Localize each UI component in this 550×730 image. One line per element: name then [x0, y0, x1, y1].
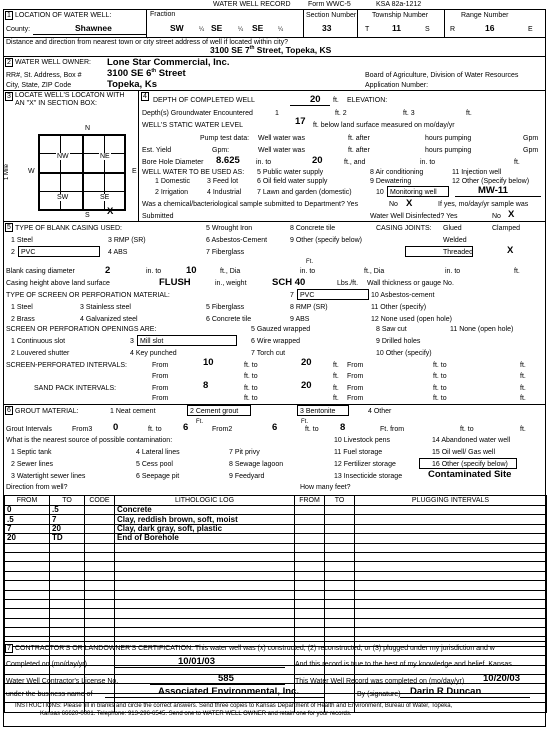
log-to: 20	[50, 524, 85, 533]
township-label: Township Number	[372, 12, 429, 19]
record-completed-date: 10/20/03	[483, 673, 520, 684]
completed-date: 10/01/03	[178, 656, 215, 667]
section-1-number: 1	[5, 11, 13, 20]
static-water-level: 17	[295, 116, 306, 127]
owner-csz: Topeka, Ks	[107, 79, 157, 90]
table-row	[5, 628, 547, 637]
log-from: 20	[5, 534, 50, 543]
bore-depth: 20	[312, 155, 323, 166]
blank-casing-diameter: 2	[105, 265, 111, 276]
range-value: 16	[485, 23, 495, 33]
county-value: Shawnee	[75, 23, 112, 33]
license-number: 585	[218, 673, 234, 684]
township-value: 11	[392, 23, 401, 33]
threaded-x: X	[507, 245, 514, 256]
table-row	[5, 581, 547, 590]
log-code	[85, 534, 115, 543]
sand-from: 8	[203, 380, 209, 391]
section-2-number: 2	[5, 58, 13, 67]
grout-from-1: 0	[113, 422, 119, 433]
quarter-2: SE	[211, 23, 223, 33]
certification-text: CONTRACTOR'S OR LANDOWNER'S CERTIFICATION: This water well was (x) constructed, (2) reconstructed, or (3) plugged under my jurisdiction and w	[15, 645, 495, 652]
table-row	[5, 506, 547, 515]
csz-label: City, State, ZIP Code	[6, 82, 72, 89]
log-lithology: Concrete	[115, 506, 295, 515]
form-title: WATER WELL RECORD	[213, 1, 291, 8]
log-lithology: Clay, dark gray, soft, plastic	[115, 524, 295, 533]
form-number: Form WWC-5	[308, 1, 351, 8]
screen-to: 20	[301, 357, 312, 368]
s1-label: LOCATION OF WATER WELL:	[15, 12, 112, 19]
section-3-number: 3	[5, 92, 13, 101]
log-to: .5	[50, 506, 85, 515]
grout-from-2: 6	[272, 422, 278, 433]
table-row	[5, 599, 547, 608]
disinfected-no-x: X	[508, 209, 515, 220]
sand-to: 20	[301, 380, 312, 391]
bore-diameter: 8.625	[216, 155, 240, 166]
quarter-3: SE	[252, 23, 264, 33]
instructions-line-2: Kansas 66620-0001. Telephone: 913-296-6545. Send one to WATER WELL OWNER and retain one for your records.	[40, 711, 352, 717]
log-from: .5	[5, 515, 50, 524]
chem-sample-no-x: X	[406, 198, 413, 209]
s3-label: LOCATE WELL'S LOCATON WITH AN "X" IN SECTION BOX:	[15, 92, 125, 107]
table-row	[5, 562, 547, 571]
log-to: 7	[50, 515, 85, 524]
distance-label: Distance and direction from nearest town or city street address of well if located within city?	[6, 39, 289, 46]
instructions-line-1: INSTRUCTIONS: Please fill in blanks and circle the correct answers. Send three copies to Kansas Department of Health and Environment, Bureau of Water, Topeka,	[15, 703, 453, 709]
s2-label: WATER WELL OWNER:	[15, 59, 91, 66]
application-number-label: Application Number:	[365, 82, 429, 89]
range-label: Range Number	[461, 12, 509, 19]
ksa-number: KSA 82a-1212	[376, 1, 422, 8]
fraction-label: Fraction	[150, 11, 176, 18]
well-depth: 20	[310, 94, 321, 105]
signature: Darin R Duncan	[410, 686, 482, 697]
section-number-label: Section Number	[306, 12, 357, 19]
business-name: Associated Environmental, Inc.	[158, 686, 299, 697]
log-from: 0	[5, 506, 50, 515]
section-7-number: 7	[5, 644, 13, 653]
log-from: 7	[5, 524, 50, 533]
table-row	[5, 609, 547, 618]
section-number: 33	[322, 23, 332, 33]
section-5-number: 5	[5, 223, 13, 232]
table-row	[5, 543, 547, 552]
well-id: MW-11	[478, 185, 508, 196]
casing-weight: SCH 40	[272, 277, 306, 288]
table-row	[5, 534, 547, 543]
log-code	[85, 524, 115, 533]
board-label: Board of Agriculture, Division of Water Resources	[365, 72, 519, 79]
table-row	[5, 552, 547, 561]
well-address: 3100 SE 7th Street, Topeka, KS	[210, 45, 332, 55]
location-x: X	[107, 206, 114, 217]
table-row	[5, 515, 547, 524]
grout-to-2: 8	[340, 422, 346, 433]
owner-name: Lone Star Commercial, Inc.	[107, 57, 230, 68]
lithologic-log-table: FROM TO CODE LITHOLOGIC LOG FROM TO PLUGGING INTERVALS 0 .5 Concrete .5 7 Clay, reddish brown, soft, moist 7 20 Clay, dark gray, soft, plastic 20 TD End of Borehole	[4, 495, 547, 713]
section-4-number: 4	[141, 92, 149, 101]
casing-height: FLUSH	[159, 277, 191, 288]
blank-casing-to: 10	[186, 265, 197, 276]
screen-from: 10	[203, 357, 214, 368]
section-6-number: 6	[5, 406, 13, 415]
table-row	[5, 571, 547, 580]
log-lithology: End of Borehole	[115, 534, 295, 543]
quarter-1: SW	[170, 23, 184, 33]
table-row	[5, 618, 547, 627]
grout-to-1: 6	[183, 422, 189, 433]
county-label: County:	[6, 26, 31, 33]
log-code	[85, 515, 115, 524]
log-code	[85, 506, 115, 515]
log-lithology: Clay, reddish brown, soft, moist	[115, 515, 295, 524]
log-to: TD	[50, 534, 85, 543]
owner-address: 3100 SE 6th Street	[107, 68, 186, 80]
contamination-source: Contaminated Site	[428, 469, 512, 480]
owner-address-label: RR#, St. Address, Box #	[6, 72, 82, 79]
table-row	[5, 524, 547, 533]
table-row	[5, 590, 547, 599]
